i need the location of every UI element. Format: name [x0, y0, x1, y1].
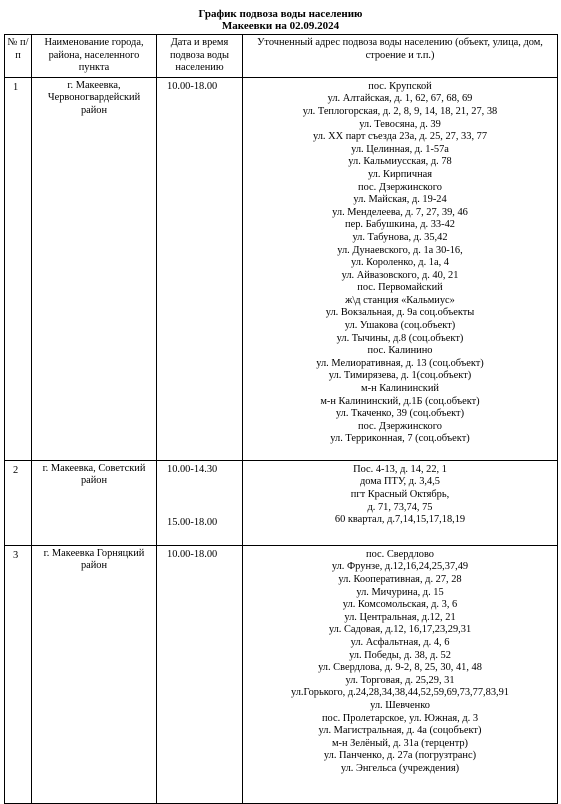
address-line: ул. Тевосяна, д. 39: [359, 118, 441, 130]
row-number: 3: [5, 545, 32, 803]
address-line: ул. Садовая, д.12, 16,17,23,29,31: [328, 624, 472, 636]
address-line: ул. Майская, д. 19-24: [353, 194, 447, 206]
address-line: пгт Красный Октябрь,: [350, 488, 450, 500]
address-line: пер. Бабушкина, д. 33-42: [345, 219, 455, 231]
row-number: 2: [5, 460, 32, 545]
address-line: ул. Алтайская, д. 1, 62, 67, 68, 69: [327, 93, 473, 105]
address-line: ул. Кирпичная: [367, 168, 433, 180]
row-city: г. Макеевка, Червоногвардейский район: [32, 77, 157, 460]
address-line: ул. Победы, д. 38, д. 52: [349, 649, 451, 661]
address-line: ул. Целинная, д. 1-57а: [351, 143, 449, 155]
address-line: пос. Дзержинского: [358, 420, 442, 432]
address-line: ул. Энгельса (учреждения): [340, 762, 460, 774]
address-line: ул. Свердлова, д. 9-2, 8, 25, 30, 41, 48: [318, 662, 482, 674]
time-slot: 10.00-14.30: [167, 463, 218, 475]
address-line: ул. Тимирязева, д. 1(соц.объект): [328, 370, 472, 382]
address-line: 60 квартал, д.7,14,15,17,18,19: [334, 514, 466, 526]
address-line: ул. Дунаевского, д. 1а 30-16,: [337, 244, 463, 256]
address-line: ж\д станция «Кальмиус»: [345, 294, 455, 306]
table-row: [5, 460, 558, 545]
address-line: д. 71, 73,74, 75: [367, 501, 433, 513]
header-address: Уточненный адрес подвоза воды населению (объект, улица, дом, строение и т.п.): [243, 35, 558, 78]
address-line: ул. Тычины, д.8 (соц.объект): [336, 332, 464, 344]
address-line: м-н Калининский, д.1Б (соц.объект): [320, 395, 480, 407]
address-line: ул. Кальмиусская, д. 78: [348, 156, 452, 168]
address-line: пос. Пролетарское, ул. Южная, д. 3: [321, 712, 479, 724]
address-line: ул.Горького, д.24,28,34,38,44,52,59,69,73,77,83,91: [291, 687, 509, 699]
address-line: ул. Ушакова (соц.объект): [344, 320, 456, 332]
address-line: ул. Асфальтная, д. 4, 6: [350, 636, 450, 648]
address-line: ул. Мелиоративная, д. 13 (соц.объект): [316, 357, 484, 369]
water-schedule-table: [4, 34, 558, 804]
address-line: ул. Айвазовского, д. 40, 21: [341, 269, 459, 281]
address-line: ул. Торговая, д. 25,29, 31: [345, 674, 455, 686]
address-line: Пос. 4-13, д. 14, 22, 1: [353, 463, 447, 475]
address-line: ул. Теплогорская, д. 2, 8, 9, 14, 18, 21, 27, 38: [302, 105, 498, 117]
time-slot: 10.00-18.00: [167, 80, 218, 92]
header-time: Дата и время подвоза воды населению: [157, 35, 243, 78]
row-number: 1: [5, 77, 32, 460]
row-time: [157, 545, 243, 803]
table-row: [5, 545, 558, 803]
address-line: ул. Кооперативная, д. 27, 28: [338, 573, 462, 585]
address-line: ул. Фрунзе, д.12,16,24,25,37,49: [331, 561, 469, 573]
time-slot: 10.00-18.00: [167, 548, 218, 560]
row-time: [157, 77, 243, 460]
address-line: ул. Комсомольская, д. 3, 6: [342, 599, 458, 611]
address-line: ул. Панченко, д. 27а (погрузтранс): [323, 750, 477, 762]
address-line: пос. Свердлово: [366, 548, 434, 560]
header-number: № п/п: [5, 35, 32, 78]
row-addresses: [243, 460, 558, 545]
address-line: м-н Зелёный, д. 31а (терцентр): [331, 737, 469, 749]
header-city: Наименование города, района, населенного пункта: [32, 35, 157, 78]
row-city: г. Макеевка Горняцкий район: [32, 545, 157, 803]
address-line: м-н Калининский: [361, 383, 439, 395]
row-addresses: [243, 77, 558, 460]
row-addresses: [243, 545, 558, 803]
address-line: ул. Менделеева, д. 7, 27, 39, 46: [332, 206, 468, 218]
address-line: ул. Табунова, д. 35,42: [352, 231, 448, 243]
document-title: График подвоза воды населению: [198, 8, 363, 20]
time-slot-second: 15.00-18.00: [167, 516, 218, 528]
address-line: ул. Терриконная, 7 (соц.объект): [330, 433, 470, 445]
document-date: Макеевки на 02.09.2024: [221, 20, 340, 32]
address-line: ул. Шевченко: [370, 699, 430, 711]
address-line: ул. Ткаченко, 39 (соц.объект): [335, 408, 465, 420]
address-line: дома ПТУ, д. 3,4,5: [360, 476, 440, 488]
address-line: ул. Центральная, д.12, 21: [344, 611, 456, 623]
row-time: [157, 460, 243, 545]
table-row: [5, 77, 558, 460]
row-city: г. Макеевка, Советский район: [32, 460, 157, 545]
table-header-row: [5, 35, 558, 78]
address-line: ул. Короленко, д. 1а, 4: [351, 257, 449, 269]
address-line: ул. XX парт съезда 23а, д. 25, 27, 33, 77: [312, 131, 488, 143]
address-line: пос. Калинино: [367, 345, 433, 357]
address-line: пос. Крупской: [368, 80, 432, 92]
address-line: пос. Дзержинского: [358, 181, 442, 193]
address-line: ул. Магистральная, д. 4а (соцобъект): [318, 725, 482, 737]
address-line: пос. Первомайский: [357, 282, 443, 294]
address-line: ул. Вокзальная, д. 9а соц.объекты: [325, 307, 475, 319]
address-line: ул. Мичурина, д. 15: [356, 586, 444, 598]
